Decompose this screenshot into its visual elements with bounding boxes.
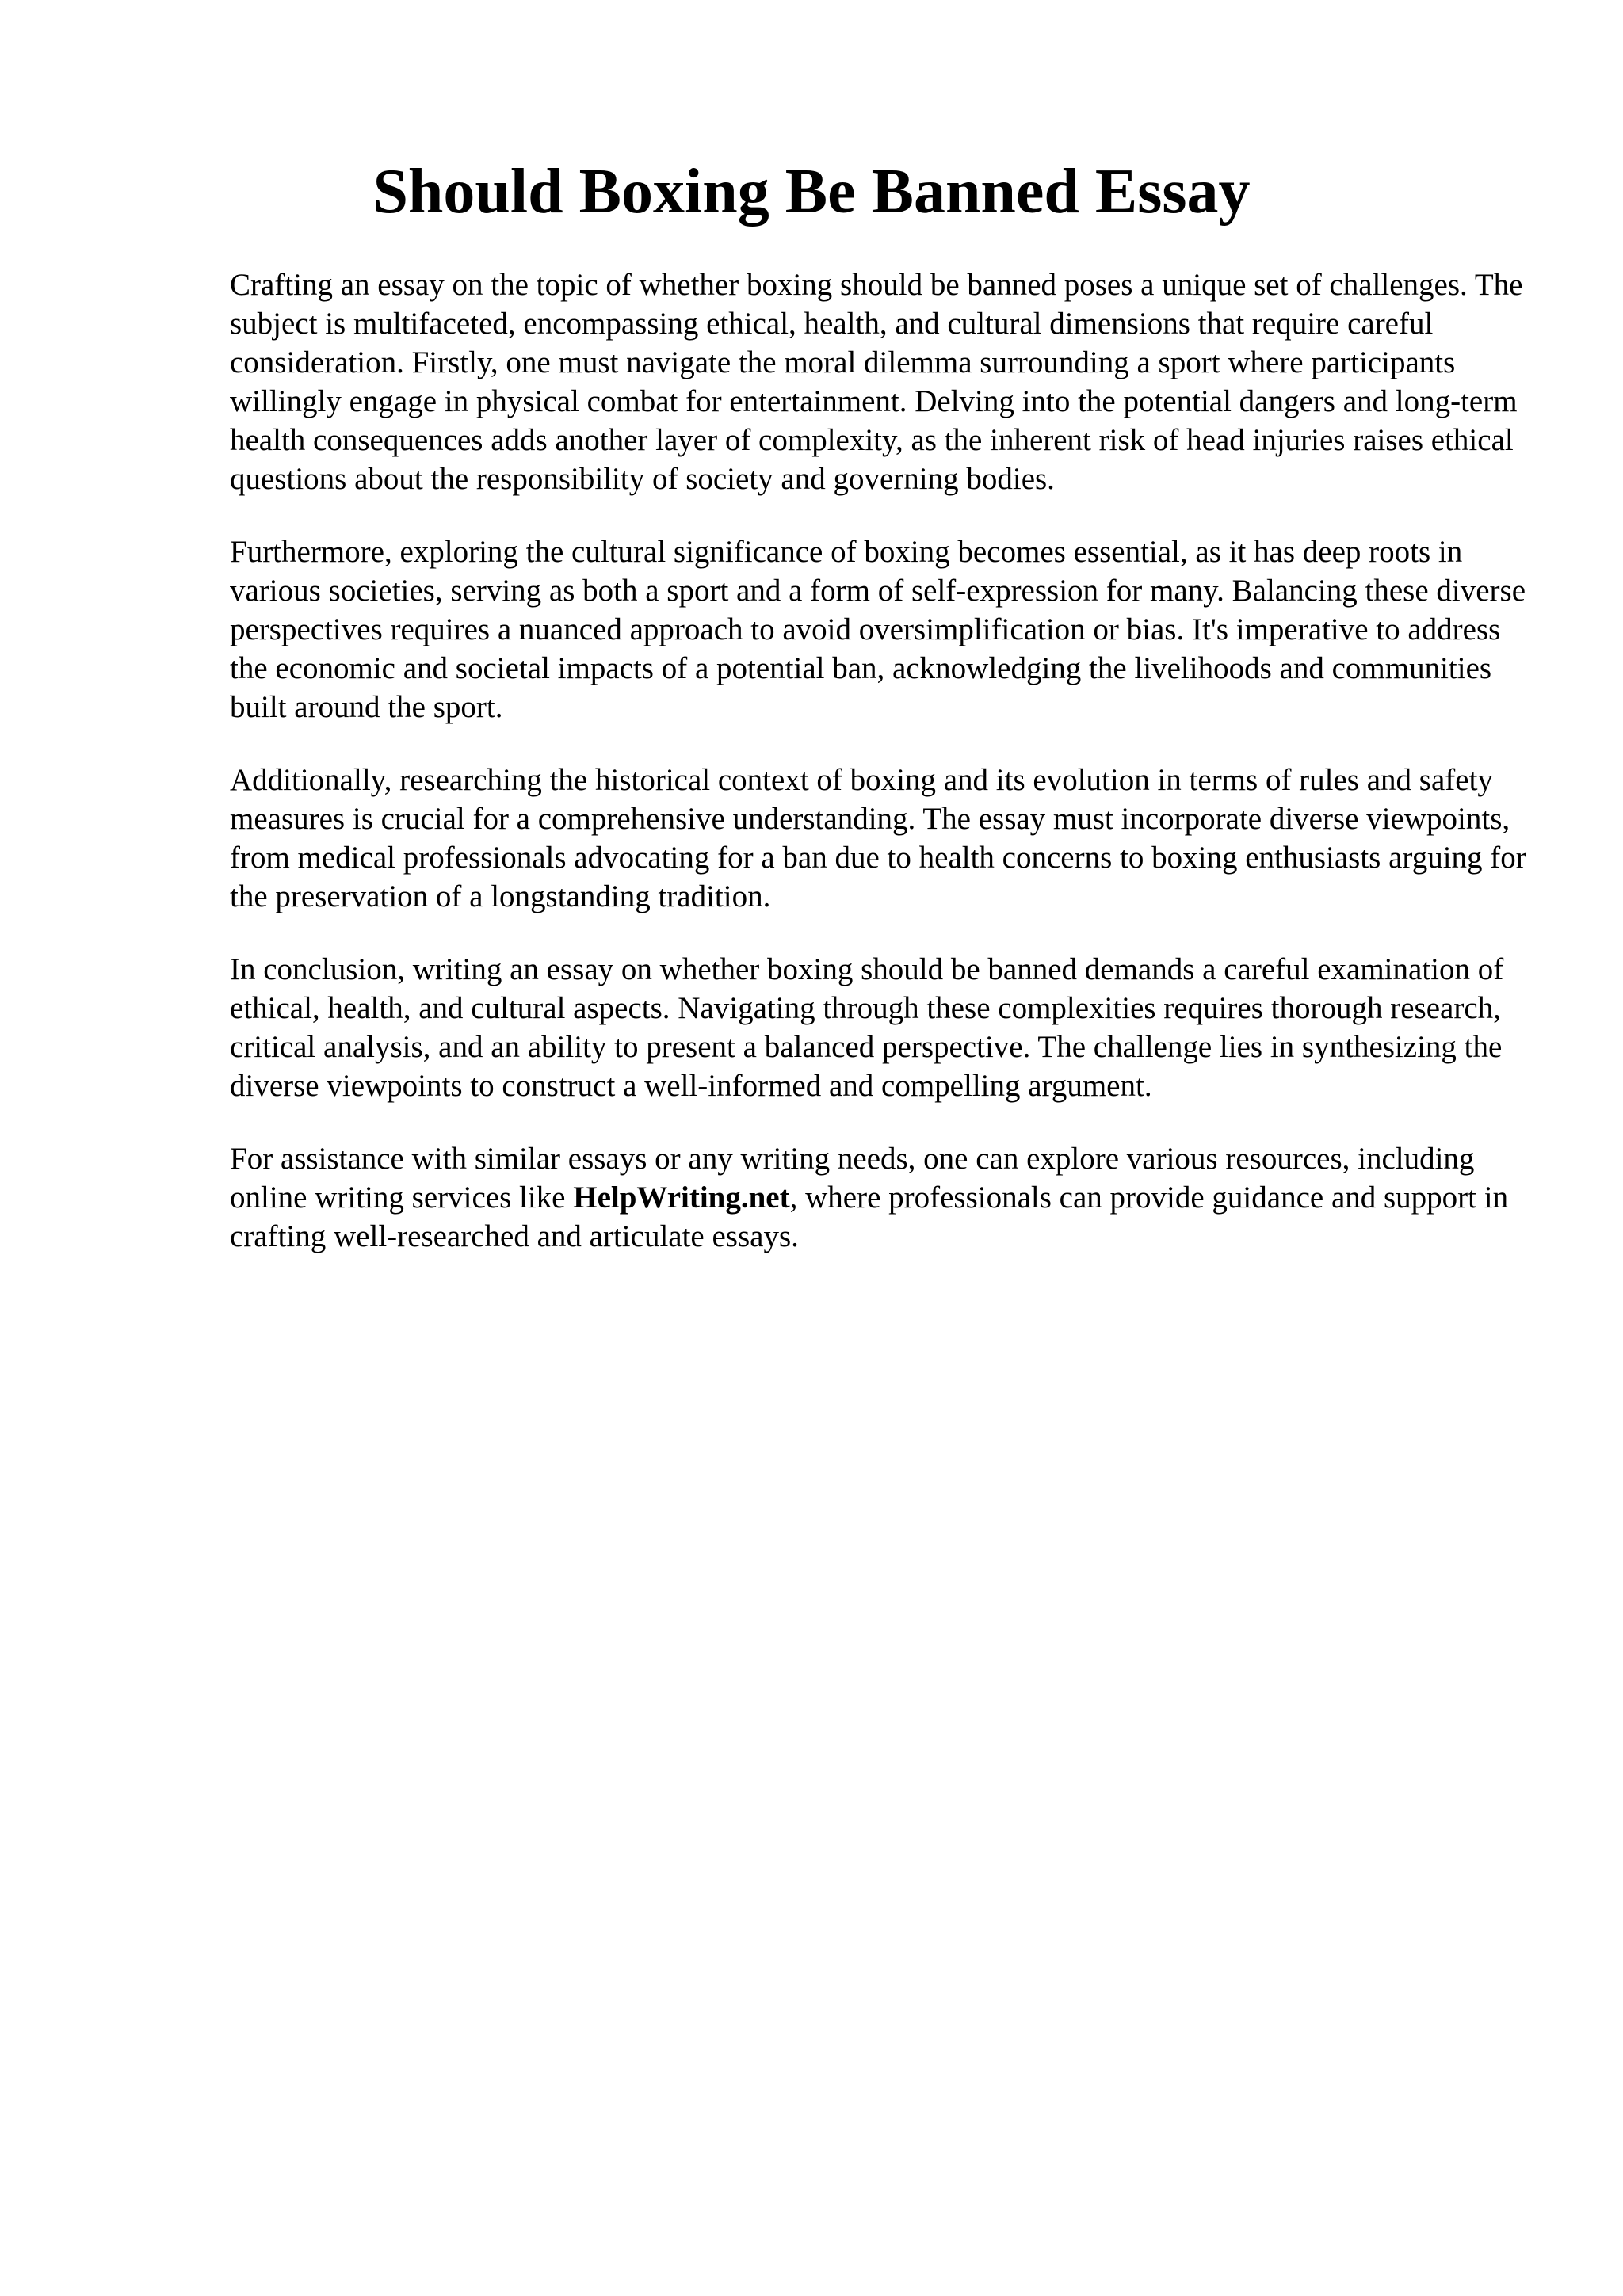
paragraph-4: In conclusion, writing an essay on whether boxing should be banned demands a careful examination of ethical, health, and cultural aspects. Navigating through these complexities requires thorough research, critical analysis, and an ability to present a balanced perspective. The challenge lies in synthesizing the diverse viewpoints to construct a well-informed and compelling argument. [230,952,1504,1103]
document-title: Should Boxing Be Banned Essay [372,157,1251,227]
paragraph-3: Additionally, researching the historical context of boxing and its evolution in terms of rules and safety measures is crucial for a comprehensive understanding. The essay must incorporate diverse viewpoints, from medical professionals advocating for a ban due to health concerns to boxing enthusiasts arguing for the preservation of a longstanding tradition. [230,763,1526,913]
closing-text-after: , where professionals can provide guidance and support in crafting well-researched and articulate essays. [230,1180,1509,1253]
paragraph-2: Furthermore, exploring the cultural significance of boxing becomes essential, as it has deep roots in various societies, serving as both a sport and a form of self-expression for many. Balancing these diverse perspectives requires a nuanced approach to avoid oversimplification or bias. It's imperative to address the economic and societal impacts of a potential ban, acknowledging the livelihoods and communities built around the sport. [230,535,1526,724]
helpwriting-link[interactable]: HelpWriting.net [573,1180,790,1215]
paragraph-1: Crafting an essay on the topic of whether boxing should be banned poses a unique set of challenges. The subject is multifaceted, encompassing ethical, health, and cultural dimensions that require careful consideration. Firstly, one must navigate the moral dilemma surrounding a sport where participants willingly engage in physical combat for entertainment. Delving into the potential dangers and long-term health consequences adds another layer of complexity, as the inherent risk of head injuries raises ethical questions about the responsibility of society and governing bodies. [230,268,1523,496]
closing-text-before: For assistance with similar essays or any writing needs, one can explore various resources, including online writing services like [230,1142,1475,1215]
essay-body [230,265,1529,1290]
closing-paragraph [230,1139,1529,1256]
